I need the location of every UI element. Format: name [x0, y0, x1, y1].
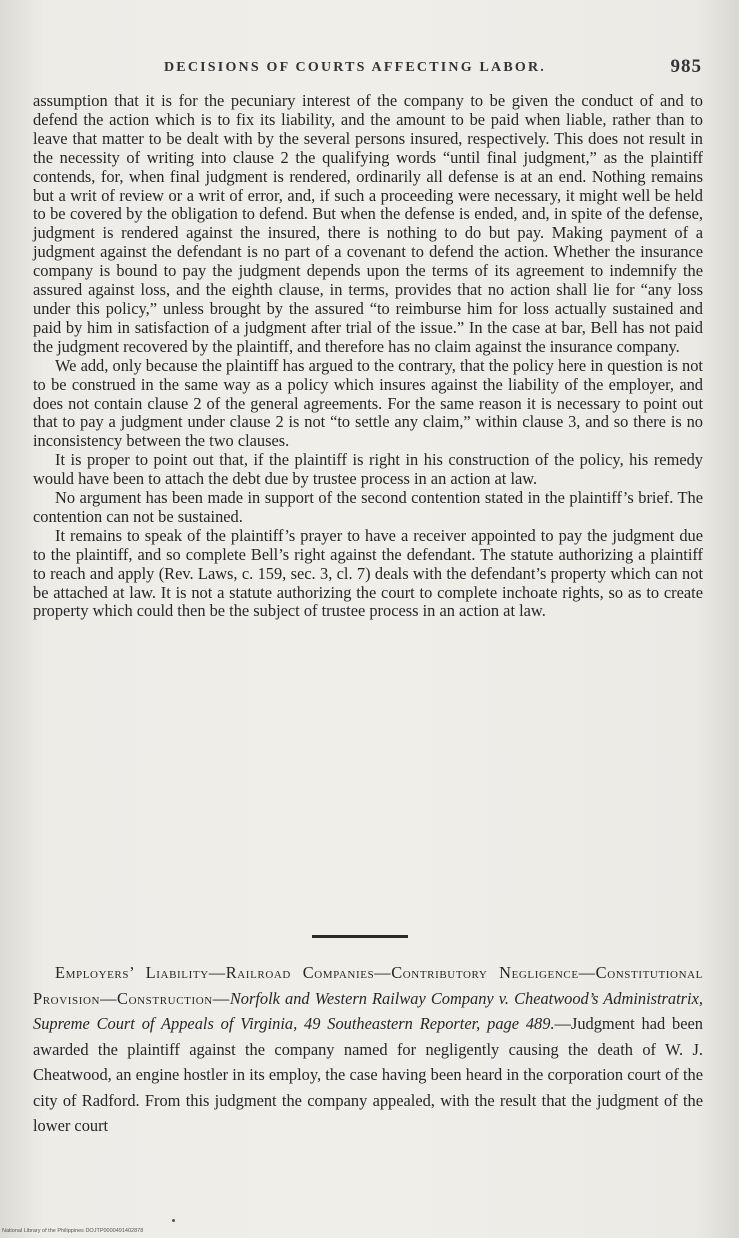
- case-text: —Judgment had been awarded the plaintiff against the company named for negligently causing the death of W. J. Cheatwood, an engine hostler in its employ, the case having been heard in the corporation court of the city of Radford. From this judgment the company appealed, with the result that the judgment of the lower court: [33, 1014, 703, 1135]
- paragraph-3: It is proper to point out that, if the plaintiff is right in his construction of the policy, his remedy would have been to attach the debt due by trustee process in an action at law.: [33, 450, 703, 489]
- body-text: [33, 92, 703, 621]
- paragraph-1: assumption that it is for the pecuniary interest of the company to be given the conduct of and to defend the action which is to fix its liability, and the amount to be paid when liable, rather than to leave that matter to be dealt with by the several persons insured, respectively. This does not result in the necessity of writing into clause 2 the qualifying words “until final judgment,” as the plaintiff contends, for, when final judgment is rendered, ordinarily all defense is at an end. Nothing remains but a writ of review or a writ of error, and, if such a proceeding were necessary, it might well be held to be covered by the obligation to defend. But when the defense is ended, and, in spite of the defense, judgment is rendered against the insured, there is nothing to do but pay. Making payment of a judgment against the defendant is no part of a covenant to defend the action. Whether the insurance company is bound to pay the judgment depends upon the terms of its agreement to indemnify the assured against loss, and the eighth clause, in terms, provides that no action shall lie for “any loss under this policy,” unless brought by the assured “to reimburse him for loss actually sustained and paid by him in satisfaction of a judgment after trial of the issue.” In the case at bar, Bell has not paid the judgment recovered by the plaintiff, and therefore has no claim against the insurance company.: [33, 91, 703, 356]
- case-summary: [33, 960, 703, 1139]
- running-head: DECISIONS OF COURTS AFFECTING LABOR.: [164, 60, 546, 75]
- case-heading: Employers’ Liability—Railroad Companies—Contributory Negligence—Constitutional Provision—Construction—: [33, 963, 703, 1008]
- case-citation: Norfolk and Western Railway Company v. Cheatwood’s Administratrix, Supreme Court of Appeals of Virginia, 49 Southeastern Reporter, page 489.: [33, 988, 703, 1033]
- paragraph-4: No argument has been made in support of the second contention stated in the plaintiff’s brief. The contention can not be sustained.: [33, 488, 703, 526]
- section-divider: [312, 935, 408, 938]
- scan-footer-note: National Library of the Philippines DOJTP0000491402878: [2, 1228, 144, 1234]
- page-header: [120, 56, 710, 84]
- page-number: 985: [670, 56, 702, 77]
- scan-speck: [172, 1219, 175, 1222]
- paragraph-5: It remains to speak of the plaintiff’s prayer to have a receiver appointed to pay the judgment due to the plaintiff, and so complete Bell’s right against the defendant. The statute authorizing a plaintiff to reach and apply (Rev. Laws, c. 159, sec. 3, cl. 7) deals with the defendant’s property which can not be attached at law. It is not a statute authorizing the court to complete inchoate rights, so as to create property which could then be the subject of trustee process in an action at law.: [33, 525, 703, 621]
- paragraph-2: We add, only because the plaintiff has argued to the contrary, that the policy here in question is not to be construed in the same way as a policy which insures against the liability of the employer, and does not contain clause 2 of the general agreements. For the same reason it is necessary to point out that to pay a judgment under clause 2 is not “to settle any claim,” within clause 3, and so there is no inconsistency between the two clauses.: [33, 355, 703, 451]
